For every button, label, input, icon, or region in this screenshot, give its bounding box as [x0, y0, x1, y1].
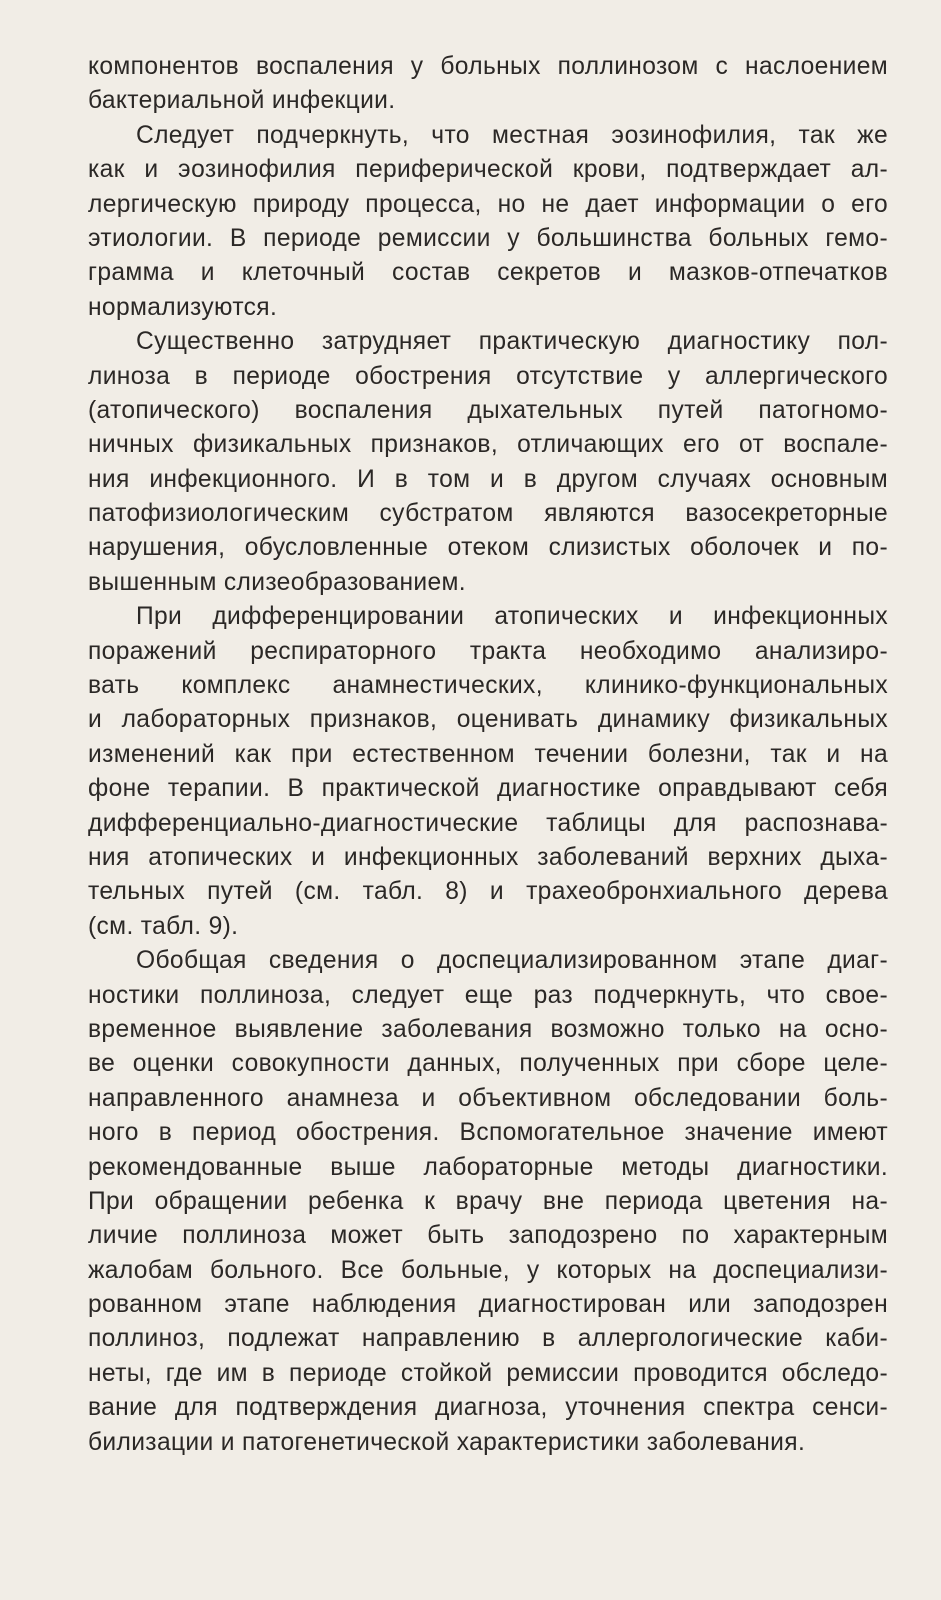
text-line: жалобам больного. Все больные, у которых на доспециализи- [88, 1256, 888, 1284]
paragraph-2 [88, 119, 888, 325]
text-line: вать комплекс анамнестических, клинико-функциональных [88, 672, 888, 700]
text-line: рованном этапе наблюдения диагностирован или заподозрен [88, 1291, 888, 1319]
text-line: При обращении ребенка к врачу вне периода цветения на- [88, 1187, 888, 1215]
paragraph-4 [88, 600, 888, 944]
text-line: ния инфекционного. И в том и в другом случаях основным [88, 465, 888, 493]
text-line: ничных физикальных признаков, отличающих его от воспале- [88, 431, 888, 459]
text-line: Существенно затрудняет практическую диагностику пол- [136, 328, 888, 356]
text-line: Следует подчеркнуть, что местная эозинофилия, так же [136, 121, 888, 149]
text-line: вание для подтверждения диагноза, уточнения спектра сенси- [88, 1394, 888, 1422]
text-line: личие поллиноза может быть заподозрено по характерным [88, 1222, 888, 1250]
text-line: (см. табл. 9). [88, 912, 239, 940]
paragraph-3 [88, 325, 888, 600]
text-line: ния атопических и инфекционных заболеваний верхних дыха- [88, 843, 888, 871]
text-line: фоне терапии. В практической диагностике оправдывают себя [88, 775, 888, 803]
text-line: вышенным слизеобразованием. [88, 568, 466, 596]
text-line: (атопического) воспаления дыхательных путей патогномо- [88, 396, 888, 424]
text-line: бактериальной инфекции. [88, 87, 396, 115]
text-line: изменений как при естественном течении болезни, так и на [88, 740, 888, 768]
text-line: направленного анамнеза и объективном обследовании боль- [88, 1084, 888, 1112]
page-text-column [88, 50, 888, 1460]
text-line: поражений респираторного тракта необходимо анализиро- [88, 637, 888, 665]
text-line: ностики поллиноза, следует еще раз подчеркнуть, что свое- [88, 981, 888, 1009]
text-line: временное выявление заболевания возможно только на осно- [88, 1015, 888, 1043]
text-line: лергическую природу процесса, но не дает информации о его [88, 190, 888, 218]
text-line: дифференциально-диагностические таблицы для распознава- [88, 809, 888, 837]
paragraph-1 [88, 50, 888, 119]
text-line: неты, где им в периоде стойкой ремиссии проводится обследо- [88, 1359, 888, 1387]
text-line: и лабораторных признаков, оценивать динамику физикальных [88, 706, 888, 734]
text-line: тельных путей (см. табл. 8) и трахеобронхиального дерева [88, 878, 888, 906]
text-line: При дифференцировании атопических и инфекционных [136, 603, 888, 631]
text-line: Обобщая сведения о доспециализированном этапе диаг- [136, 947, 888, 975]
text-line: ного в период обострения. Вспомогательное значение имеют [88, 1119, 888, 1147]
text-line: билизации и патогенетической характеристики заболевания. [88, 1428, 806, 1456]
text-line: поллиноз, подлежат направлению в аллергологические каби- [88, 1325, 888, 1353]
text-line: как и эозинофилия периферической крови, подтверждает ал- [88, 156, 888, 184]
text-line: этиологии. В периоде ремиссии у большинства больных гемо- [88, 224, 888, 252]
text-line: ве оценки совокупности данных, полученных при сборе целе- [88, 1050, 888, 1078]
text-line: грамма и клеточный состав секретов и мазков-отпечатков [88, 259, 888, 287]
text-line: нормализуются. [88, 293, 278, 321]
paragraph-5 [88, 944, 888, 1460]
text-line: рекомендованные выше лабораторные методы диагностики. [88, 1153, 888, 1181]
text-line: нарушения, обусловленные отеком слизистых оболочек и по- [88, 534, 888, 562]
text-line: патофизиологическим субстратом являются вазосекреторные [88, 500, 888, 528]
text-line: компонентов воспаления у больных поллинозом с наслоением [88, 53, 888, 80]
text-line: линоза в периоде обострения отсутствие у аллергического [88, 362, 888, 390]
